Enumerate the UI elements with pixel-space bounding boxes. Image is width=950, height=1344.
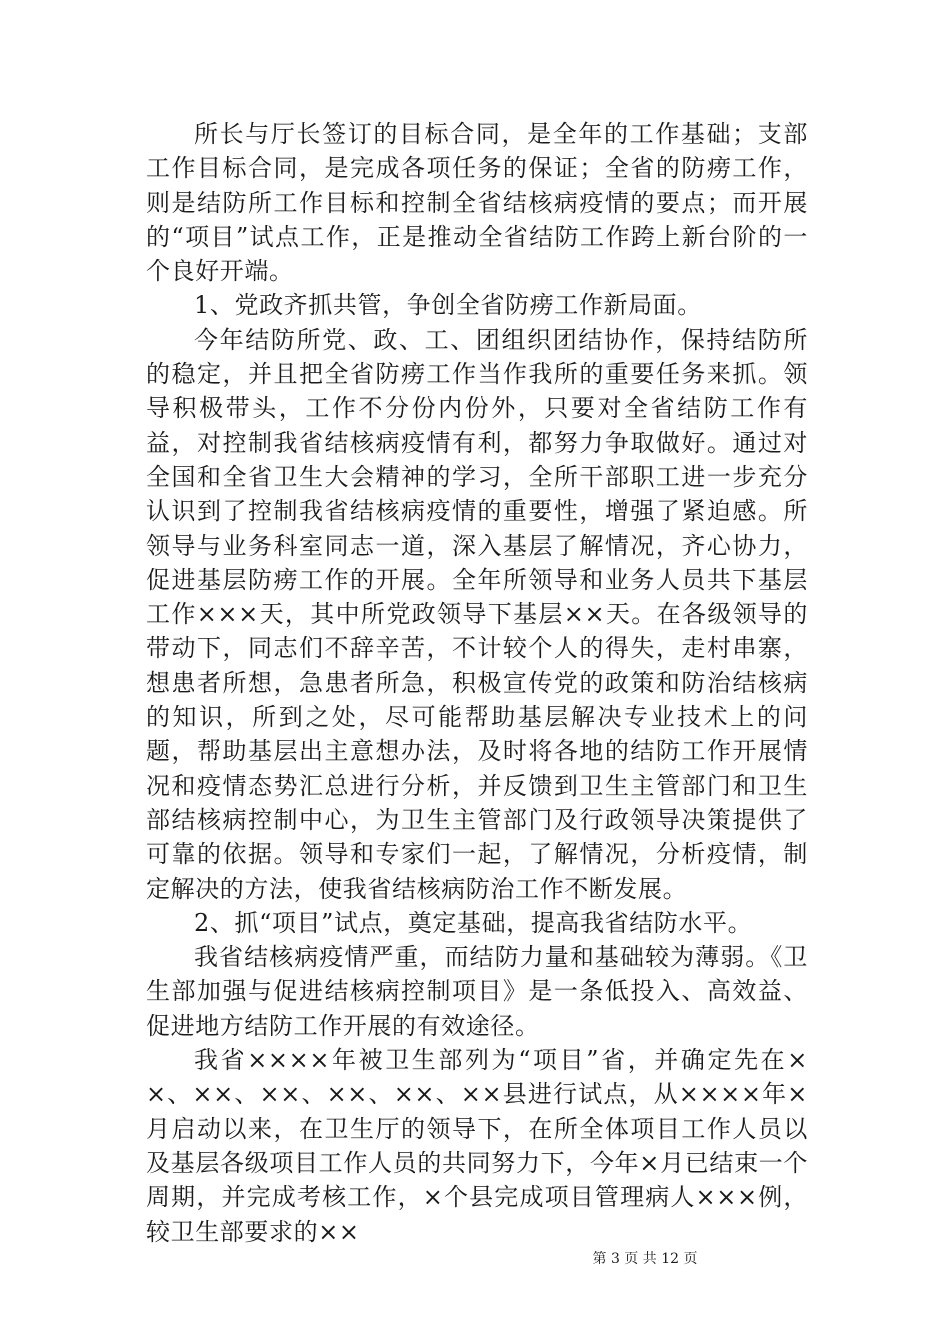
- paragraph-section-2a: 我省结核病疫情严重，而结防力量和基础较为薄弱。《卫生部加强与促进结核病控制项目》是一条低投入、高效益、促进地方结防工作开展的有效途径。: [146, 943, 808, 1040]
- heading-section-1: 1、党政齐抓共管，争创全省防痨工作新局面。: [194, 291, 702, 320]
- paragraph-intro: 所长与厅长签订的目标合同，是全年的工作基础；支部工作目标合同，是完成各项任务的保证；全省的防痨工作，则是结防所工作目标和控制全省结核病疫情的要点；而开展的“项目”试点工作，正是推动全省结防工作跨上新台阶的一个良好开端。: [146, 120, 808, 286]
- document-body: [146, 117, 808, 1249]
- paragraph-section-1: 今年结防所党、政、工、团组织团结协作，保持结防所的稳定，并且把全省防痨工作当作我所的重要任务来抓。领导积极带头，工作不分份内份外，只要对全省结防工作有益，对控制我省结核病疫情有利，都努力争取做好。通过对全国和全省卫生大会精神的学习，全所干部职工进一步充分认识到了控制我省结核病疫情的重要性，增强了紧迫感。所领导与业务科室同志一道，深入基层了解情况，齐心协力，促进基层防痨工作的开展。全年所领导和业务人员共下基层工作×××天，其中所党政领导下基层××天。在各级领导的带动下，同志们不辞辛苦，不计较个人的得失，走村串寨，想患者所想，急患者所急，积极宣传党的政策和防治结核病的知识，所到之处，尽可能帮助基层解决专业技术上的问题，帮助基层出主意想办法，及时将各地的结防工作开展情况和疫情态势汇总进行分析，并反馈到卫生主管部门和卫生部结核病控制中心，为卫生主管部门及行政领导决策提供了可靠的依据。领导和专家们一起，了解情况，分析疫情，制定解决的方法，使我省结核病防治工作不断发展。: [146, 325, 808, 903]
- page-number-footer: 第 3 页 共 12 页: [592, 1251, 698, 1267]
- heading-section-2: 2、抓“项目”试点，奠定基础，提高我省结防水平。: [194, 908, 753, 937]
- paragraph-section-2b: 我省××××年被卫生部列为“项目”省，并确定先在××、××、××、××、××、××县进行试点，从××××年×月启动以来，在卫生厅的领导下，在所全体项目工作人员以及基层各级项目工作人员的共同努力下，今年×月已结束一个周期，并完成考核工作，×个县完成项目管理病人×××例，较卫生部要求的××: [146, 1046, 808, 1246]
